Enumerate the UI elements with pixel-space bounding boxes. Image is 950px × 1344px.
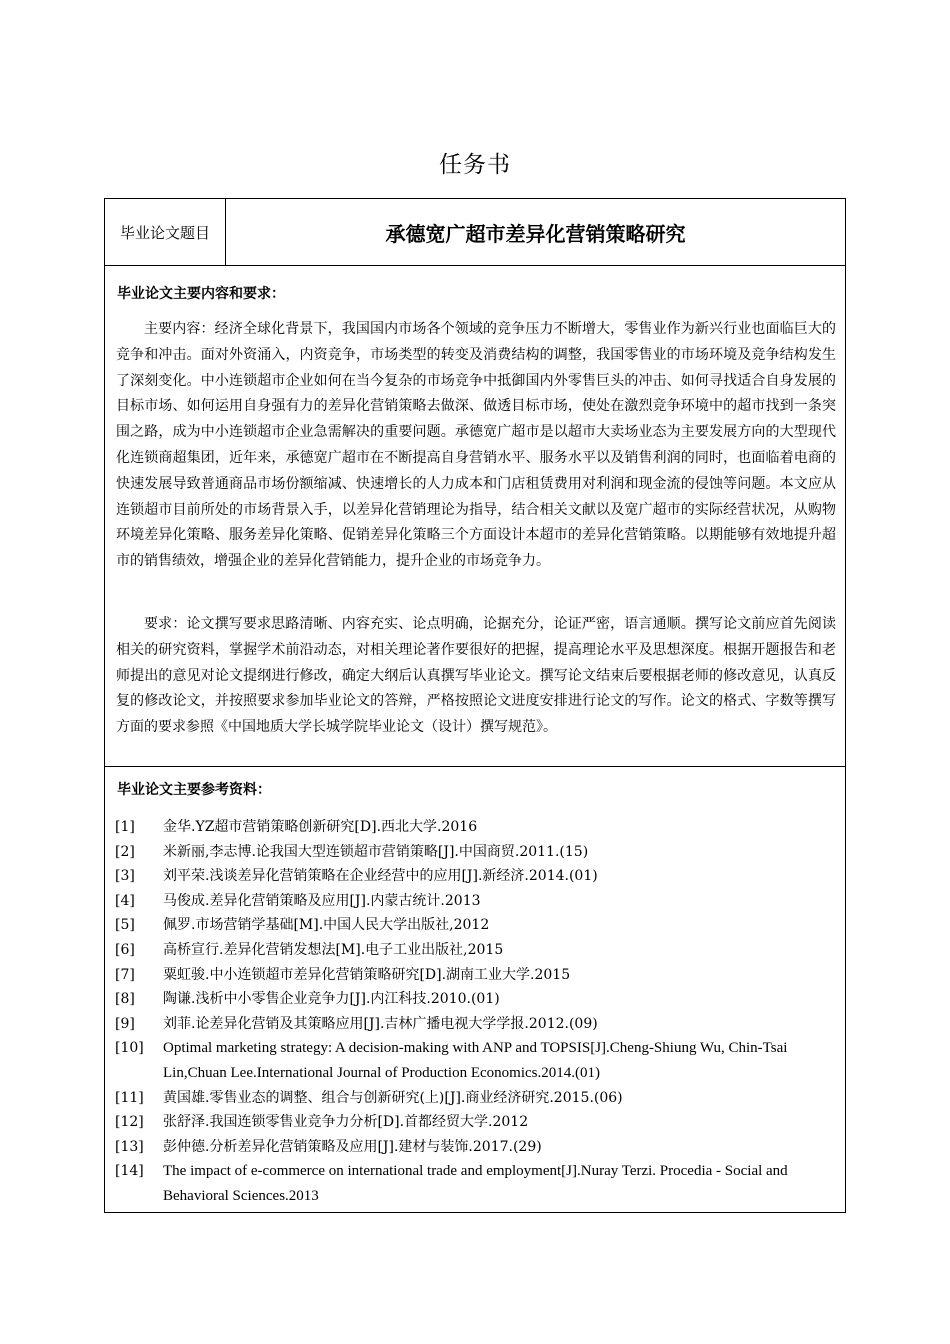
reference-item [115,815,840,840]
topic-row [105,199,845,266]
reference-text: 张舒泽.我国连锁零售业竞争力分析[D].首都经贸大学.2012 [163,1114,529,1131]
reference-text: Optimal marketing strategy: A decision-making with ANP and TOPSIS[J].Cheng-Shiung Wu, Chin-Tsai Lin,Chuan Lee.International Journal of Production Economics.2014.(01) [163,1040,788,1081]
reference-number: [8] [115,991,135,1008]
reference-item [115,963,840,988]
reference-item [115,1086,840,1111]
reference-text: 佩罗.市场营销学基础[M].中国人民大学出版社,2012 [163,917,490,934]
reference-item [115,913,840,938]
reference-number: [10] [115,1040,144,1057]
reference-number: [6] [115,941,135,958]
reference-text: 彭仲德.分析差异化营销策略及应用[J].建材与装饰.2017.(29) [163,1138,542,1155]
references-heading: 毕业论文主要参考资料： [117,782,271,798]
reference-text: 马俊成.差异化营销策略及应用[J].内蒙古统计.2013 [163,892,481,909]
reference-item [115,1110,840,1135]
requirements-paragraph: 要求：论文撰写要求思路清晰、内容充实、论点明确，论据充分，论证严密，语言通顺。撰写论文前应首先阅读相关的研究资料，掌握学术前沿动态，对相关理论著作要很好的把握，提高理论水平及思想深度。根据开题报告和老师提出的意见对论文提纲进行修改，确定大纲后认真撰写毕业论文。撰写论文结束后要根据老师的修改意见，认真反复的修改论文，并按照要求参加毕业论文的答辩，严格按照论文进度安排进行论文的写作。论文的格式、字数等撰写方面的要求参照《中国地质大学长城学院毕业论文（设计）撰写规范》。 [116,616,836,736]
reference-number: [9] [115,1015,135,1032]
reference-number: [7] [115,966,135,983]
reference-number: [11] [115,1089,144,1106]
reference-item [115,864,840,889]
reference-text: 高桥宣行.差异化营销发想法[M].电子工业出版社,2015 [163,941,504,958]
reference-item [115,1135,840,1160]
reference-list [115,815,840,1209]
reference-item [115,1036,840,1085]
reference-number: [13] [115,1138,144,1155]
reference-text: 陶谦.浅析中小零售企业竞争力[J].内江科技.2010.(01) [163,991,500,1008]
reference-text: The impact of e-commerce on international trade and employment[J].Nuray Terzi. Procedia - Social and Behavioral Sciences.2013 [163,1163,788,1204]
reference-text: 金华.YZ超市营销策略创新研究[D].西北大学.2016 [163,819,478,835]
reference-item [115,1159,840,1208]
reference-text: 刘菲.论差异化营销及其策略应用[J].吉林广播电视大学学报.2012.(09) [163,1015,598,1032]
content-requirements-section [105,266,845,767]
reference-number: [5] [115,917,135,934]
content-heading: 毕业论文主要内容和要求： [117,286,285,302]
reference-item [115,840,840,865]
reference-item [115,987,840,1012]
reference-item [115,938,840,963]
reference-number: [2] [115,843,135,860]
topic-label: 毕业论文题目 [105,199,226,265]
reference-item [115,1012,840,1037]
reference-number: [14] [115,1163,144,1180]
reference-number: [1] [115,819,135,835]
reference-text: 刘平荣.浅谈差异化营销策略在企业经营中的应用[J].新经济.2014.(01) [163,868,598,885]
reference-number: [4] [115,892,135,909]
reference-text: 黄国雄.零售业态的调整、组合与创新研究(上)[J].商业经济研究.2015.(06) [163,1089,623,1106]
reference-number: [3] [115,868,135,885]
reference-text: 米新丽,李志博.论我国大型连锁超市营销策略[J].中国商贸.2011.(15) [163,843,589,860]
references-section [105,767,845,1212]
main-content-paragraph: 主要内容：经济全球化背景下，我国国内市场各个领域的竞争压力不断增大，零售业作为新兴行业也面临巨大的竞争和冲击。面对外资涌入，内资竞争，市场类型的转变及消费结构的调整，我国零售业的市场环境及竞争结构发生了深刻变化。中小连锁超市企业如何在当今复杂的市场竞争中抵御国内外零售巨头的冲击、如何寻找适合自身发展的目标市场、如何运用自身强有力的差异化营销策略去做深、做透目标市场，使处在激烈竞争环境中的超市找到一条突围之路，成为中小连锁超市企业急需解决的重要问题。承德宽广超市是以超市大卖场业态为主要发展方向的大型现代化连锁商超集团，近年来，承德宽广超市在不断提高自身营销水平、服务水平以及销售利润的同时，也面临着电商的快速发展导致普通商品市场份额缩减、快速增长的人力成本和门店租赁费用对利润和现金流的侵蚀等问题。本文应从连锁超市目前所处的市场背景入手，以差异化营销理论为指导，结合相关文献以及宽广超市的实际经营状况，从购物环境差异化策略、服务差异化策略、促销差异化策略三个方面设计本超市的差异化营销策略。以期能够有效地提升超市的销售绩效，增强企业的差异化营销能力，提升企业的市场竞争力。 [116,321,836,570]
reference-item [115,889,840,914]
reference-text: 粟虹骏.中小连锁超市差异化营销策略研究[D].湖南工业大学.2015 [163,966,571,983]
topic-value: 承德宽广超市差异化营销策略研究 [385,221,686,246]
task-table [104,198,846,1213]
page-title: 任务书 [439,152,511,178]
reference-number: [12] [115,1114,144,1131]
